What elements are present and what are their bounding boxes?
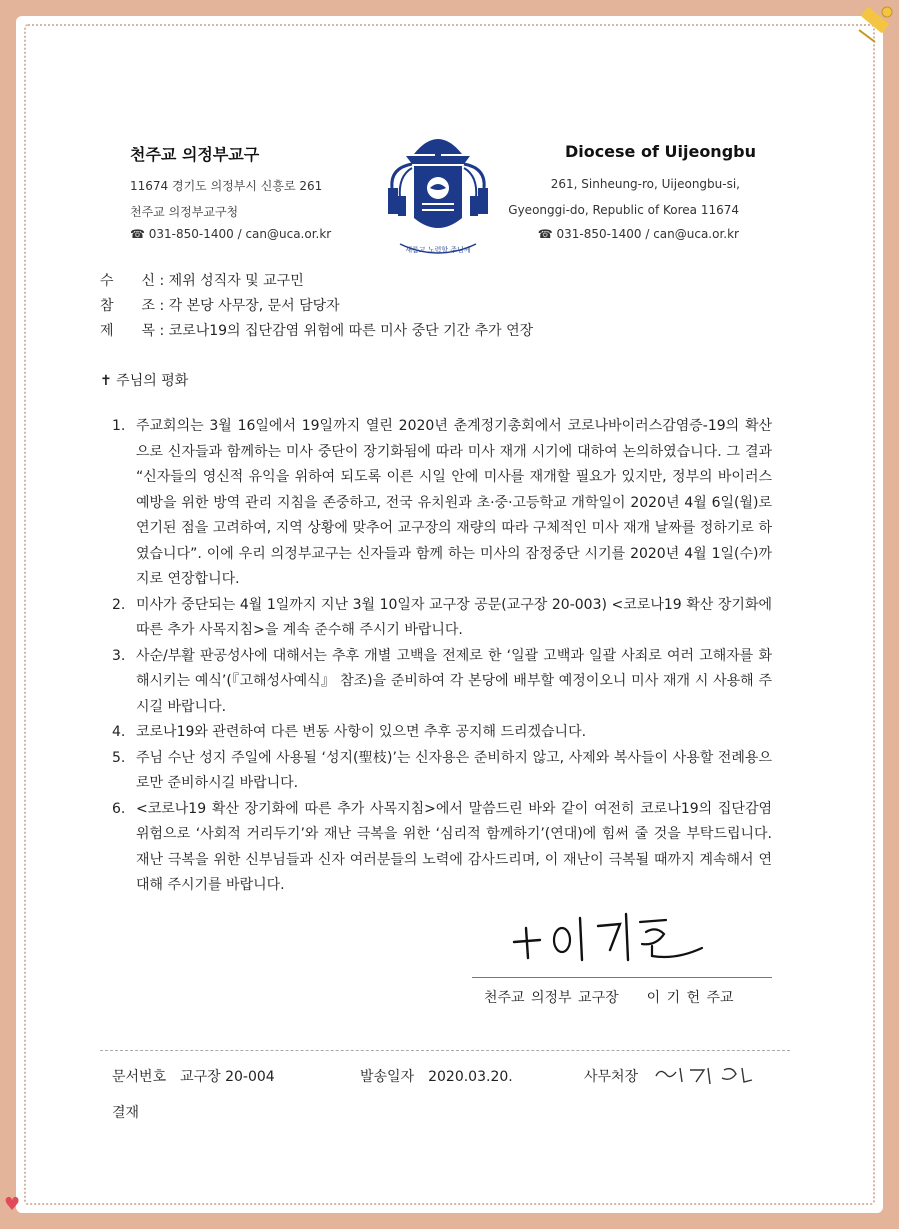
org-name-ko: 천주교 의정부교구	[130, 145, 260, 164]
bishop-signature	[506, 906, 706, 966]
logo-motto: 새롭고 노력할 주님께	[405, 246, 471, 254]
item-number: 4.	[112, 724, 126, 740]
address-en-line1: 261, Sinheung-ro, Uijeongbu-si,	[550, 177, 740, 191]
signature-rule	[472, 977, 772, 978]
list-item	[112, 593, 772, 644]
item-number: 5.	[112, 749, 126, 766]
contact-ko: ☎ 031-850-1400 / can@uca.or.kr	[130, 227, 332, 241]
approval-label: 결재	[112, 1105, 140, 1121]
recipient-line: 수 신 : 제위 성직자 및 교구민	[100, 273, 304, 289]
list-item	[112, 644, 772, 721]
org-name-en: Diocese of Uijeongbu	[564, 142, 756, 161]
document-page	[16, 16, 883, 1213]
pushpin-icon	[853, 2, 897, 46]
item-text: 주교회의는 3월 16일에서 19일까지 열린 2020년 춘계정기총회에서 코로나바이러스감염증-19의 확산으로 신자들과 함께하는 미사 중단이 장기화됨에 따라 미사 재개 시기에 대하여 논의하였습니다. 그 결과 “신자들의 영신적 유익을 위하여 되도록 이른 시일 안에 미사를 재개할 필요가 있지만, 정부의 바이러스 예방을 위한 방역 관리 지침을 존중하고, 전국 유치원과 초·중·고등학교 개학일이 2020년 4월 6일(월)로 연기된 점을 고려하여, 지역 상황에 맞추어 교구장의 재량의 따라 구체적인 미사 재개 날짜를 정하기로 하였습니다”. 이에 우리 의정부교구는 신자들과 함께 하는 미사의 잠정중단 시기를 2020년 4월 1일(수)까지로 연장합니다.	[136, 418, 772, 587]
office-name-ko: 천주교 의정부교구청	[130, 205, 239, 219]
reference-line: 참 조 : 각 본당 사무장, 문서 담당자	[100, 298, 340, 314]
item-list	[112, 414, 772, 899]
heart-icon: ♥	[4, 1194, 21, 1215]
contact-en: ☎ 031-850-1400 / can@uca.or.kr	[537, 227, 739, 241]
item-text: 주님 수난 성지 주일에 사용될 ‘성지(聖枝)’는 신자용은 준비하지 않고, 사제와 복사들이 사용할 전례용으로만 준비하시길 바랍니다.	[136, 749, 772, 791]
signatory: 천주교 의정부 교구장 이 기 헌 주교	[484, 990, 734, 1006]
document-number: 문서번호 교구장 20-004	[112, 1069, 275, 1085]
list-item	[112, 720, 772, 746]
office-chief-label: 사무처장	[584, 1069, 639, 1085]
item-number: 2.	[112, 596, 126, 613]
list-item	[112, 414, 772, 593]
item-text: 코로나19와 관련하여 다른 변동 사항이 있으면 추후 공지해 드리겠습니다.	[136, 724, 587, 740]
item-text: 사순/부활 판공성사에 대해서는 추후 개별 고백을 전제로 한 ‘일괄 고백과 일괄 사죄로 여러 고해자를 화해시키는 예식’(『고해성사예식』 참조)을 준비하여 각 본당에 배부할 예정이오니 미사 재개 시 사용해 주시길 바랍니다.	[136, 647, 772, 715]
subject-line: 제 목 : 코로나19의 집단감염 위험에 따른 미사 중단 기간 추가 연장	[100, 323, 534, 339]
item-text: 미사가 중단되는 4월 1일까지 지난 3월 10일자 교구장 공문(교구장 20-003) <코로나19 확산 장기화에 따른 추가 사목지침>을 계속 준수해 주시기 바랍니다.	[136, 596, 772, 638]
list-item	[112, 746, 772, 797]
item-number: 1.	[112, 418, 126, 434]
address-en-line2: Gyeonggi-do, Republic of Korea 11674	[508, 203, 739, 217]
item-text: <코로나19 확산 장기화에 따른 추가 사목지침>에서 말씀드린 바와 같이 여전히 코로나19의 집단감염 위험으로 ‘사회적 거리두기’와 재난 극복을 위한 ‘심리적 함께하기’(연대)에 힘써 줄 것을 부탁드립니다. 재난 극복을 위한 신부님들과 신자 여러분들의 노력에 감사드리며, 이 재난이 극복될 때까지 계속해서 연대해 주시기를 바랍니다.	[136, 800, 772, 893]
office-chief-signature	[652, 1062, 772, 1086]
greeting: ✝ 주님의 평화	[100, 373, 189, 389]
postal-address-ko: 11674 경기도 의정부시 신흥로 261	[130, 179, 323, 193]
item-number: 3.	[112, 647, 126, 664]
footer-divider	[100, 1050, 790, 1051]
list-item	[112, 797, 772, 899]
send-date: 발송일자 2020.03.20.	[360, 1069, 513, 1085]
item-number: 6.	[112, 800, 126, 817]
